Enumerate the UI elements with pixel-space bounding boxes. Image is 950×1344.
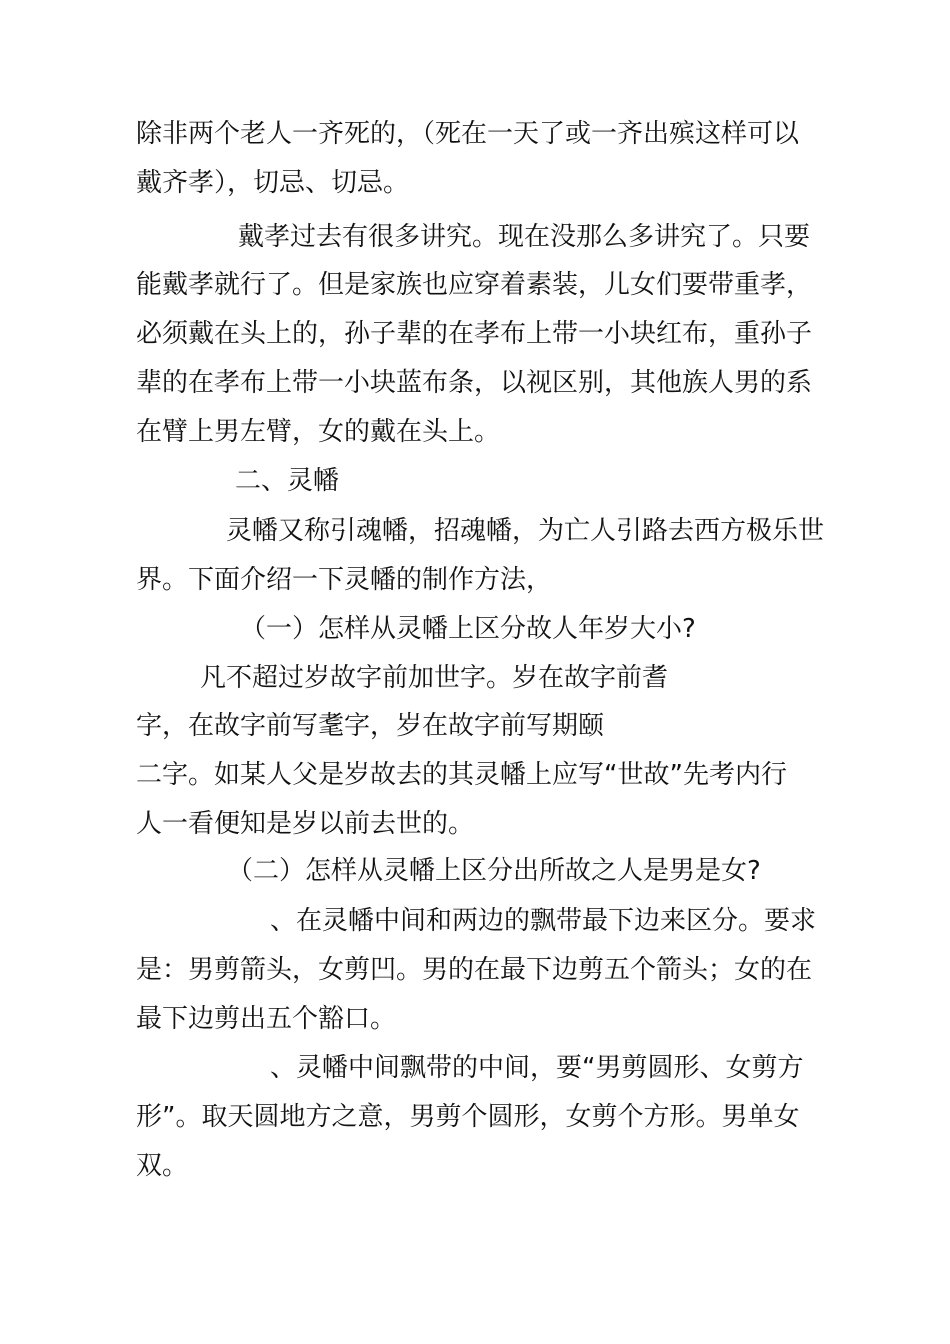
subsection-heading: （一）怎样从灵幡上区分故人年岁大小? [240,614,696,644]
paragraph-start-line: 凡不超过岁故字前加世字。岁在故字前耆 [200,663,669,693]
text-line: 在臂上男左臂，女的戴在头上。 [136,417,501,447]
text-line: 字，在故字前写耄字，岁在故字前写期颐 [136,711,605,741]
paragraph-start-line: 、在灵幡中间和两边的飘带最下边来区分。要求 [270,906,817,936]
text-line: 能戴孝就行了。但是家族也应穿着素装，儿女们要带重孝， [136,270,813,300]
section-heading: 二、灵幡 [235,466,340,496]
text-line: 双。 [136,1151,189,1181]
paragraph-start-line: 戴孝过去有很多讲究。现在没那么多讲究了。只要 [238,222,811,252]
text-line: 最下边剪出五个豁口。 [136,1004,397,1034]
paragraph-start-line: 、灵幡中间飘带的中间，要“男剪圆形、女剪方 [270,1053,804,1083]
text-line: 形”。取天圆地方之意，男剪个圆形，女剪个方形。男单女 [136,1102,800,1132]
paragraph-start-line: 灵幡又称引魂幡，招魂幡，为亡人引路去西方极乐世 [226,516,825,546]
text-line: 辈的在孝布上带一小块蓝布条，以视区别，其他族人男的系 [136,368,813,398]
text-line: 必须戴在头上的，孙子辈的在孝布上带一小块红布，重孙子 [136,319,813,349]
text-line: 二字。如某人父是岁故去的其灵幡上应写“世故”先考内行 [136,760,787,790]
text-line: 戴齐孝），切忌、切忌。 [136,168,410,198]
text-line: 人一看便知是岁以前去世的。 [136,809,475,839]
text-line: 界。下面介绍一下灵幡的制作方法， [136,565,553,595]
subsection-heading: （二）怎样从灵幡上区分出所故之人是男是女? [227,856,761,886]
text-line: 是：男剪箭头，女剪凹。男的在最下边剪五个箭头；女的在 [136,955,813,985]
text-line: 除非两个老人一齐死的，（死在一天了或一齐出殡这样可以 [136,119,800,149]
